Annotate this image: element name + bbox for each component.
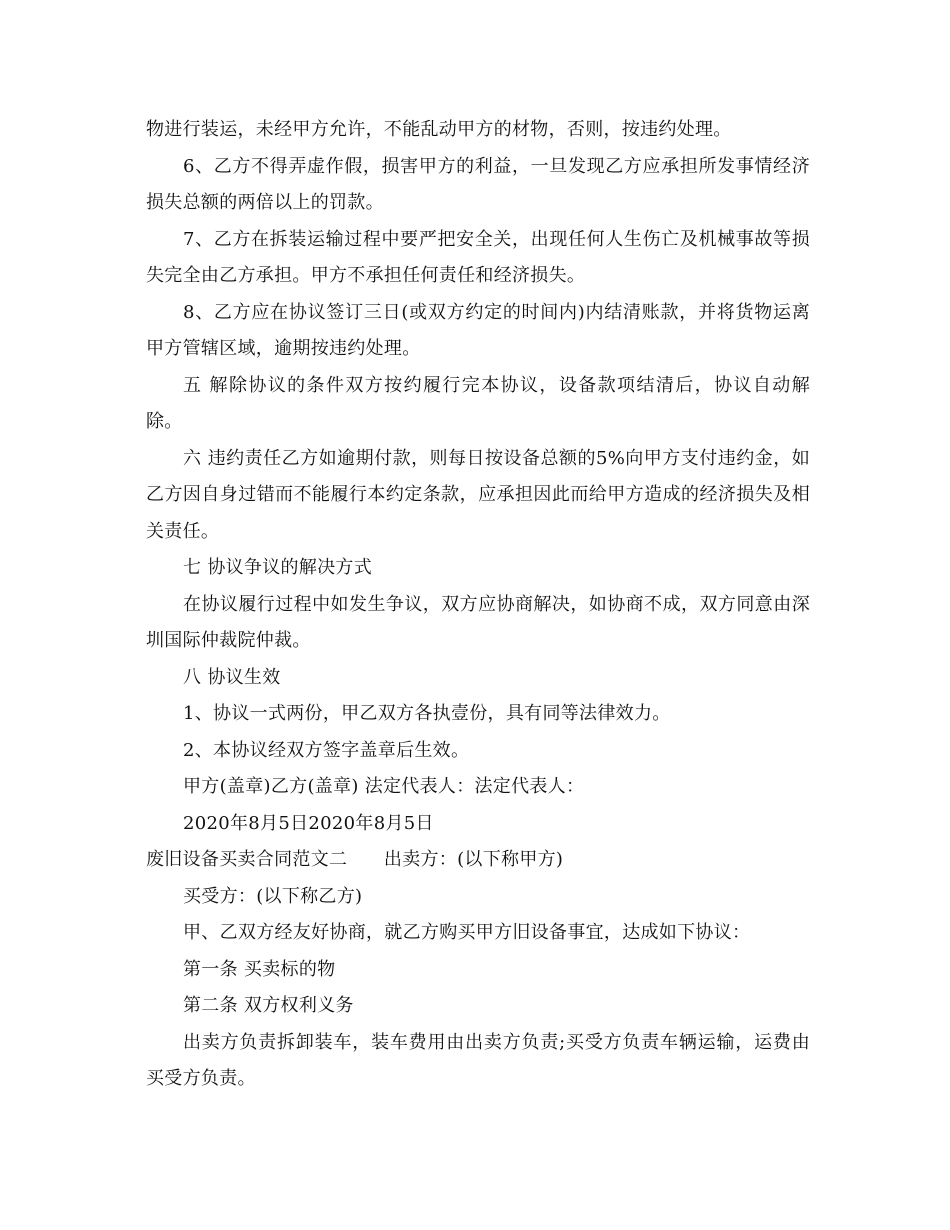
clause-6: 6、乙方不得弄虚作假，损害甲方的利益，一旦发现乙方应承担所发事情经济损失总额的两倍以上的罚款。 xyxy=(146,155,810,213)
clause-8: 8、乙方应在协议签订三日(或双方约定的时间内)内结清账款，并将货物运离甲方管辖区域，逾期按违约处理。 xyxy=(146,301,810,359)
section-8-item-1: 1、协议一式两份，甲乙双方各执壹份，具有同等法律效力。 xyxy=(183,703,671,724)
agreement-intro: 甲、乙双方经友好协商，就乙方购买甲方旧设备事宜，达成如下协议： xyxy=(183,922,751,943)
clause-7: 7、乙方在拆装运输过程中要严把安全关，出现任何人生伤亡及机械事故等损失完全由乙方承担。甲方不承担任何责任和经济损失。 xyxy=(146,228,810,286)
section-7-heading: 七 协议争议的解决方式 xyxy=(183,557,373,578)
section-6-breach: 六 违约责任乙方如逾期付款，则每日按设备总额的5%向甲方支付违约金，如乙方因自身过错而不能履行本约定条款，应承担因此而给甲方造成的经济损失及相关责任。 xyxy=(146,447,810,542)
section-7-body: 在协议履行过程中如发生争议，双方应协商解决，如协商不成，双方同意由深圳国际仲裁院仲裁。 xyxy=(146,593,810,651)
signature-line: 甲方(盖章)乙方(盖章) 法定代表人：法定代表人： xyxy=(183,776,585,797)
date-line: 2020年8月5日2020年8月5日 xyxy=(183,812,434,834)
section-8-heading: 八 协议生效 xyxy=(183,666,281,688)
article-1-heading: 第一条 买卖标的物 xyxy=(183,958,336,980)
second-template-title: 废旧设备买卖合同范文二 出卖方：(以下称甲方) xyxy=(146,849,564,870)
section-8-item-2: 2、本协议经双方签字盖章后生效。 xyxy=(183,739,470,761)
section-5-termination: 五 解除协议的条件双方按约履行完本协议，设备款项结清后，协议自动解除。 xyxy=(146,374,810,432)
paragraph-continuation: 物进行装运，未经甲方允许，不能乱动甲方的材物，否则，按违约处理。 xyxy=(146,119,732,140)
article-2-heading: 第二条 双方权利义务 xyxy=(183,995,354,1016)
buyer-line: 买受方：(以下称乙方) xyxy=(183,885,363,907)
document-body xyxy=(146,112,810,1098)
article-2-body: 出卖方负责拆卸装车，装车费用由出卖方负责;买受方负责车辆运输，运费由买受方负责。 xyxy=(146,1031,810,1089)
